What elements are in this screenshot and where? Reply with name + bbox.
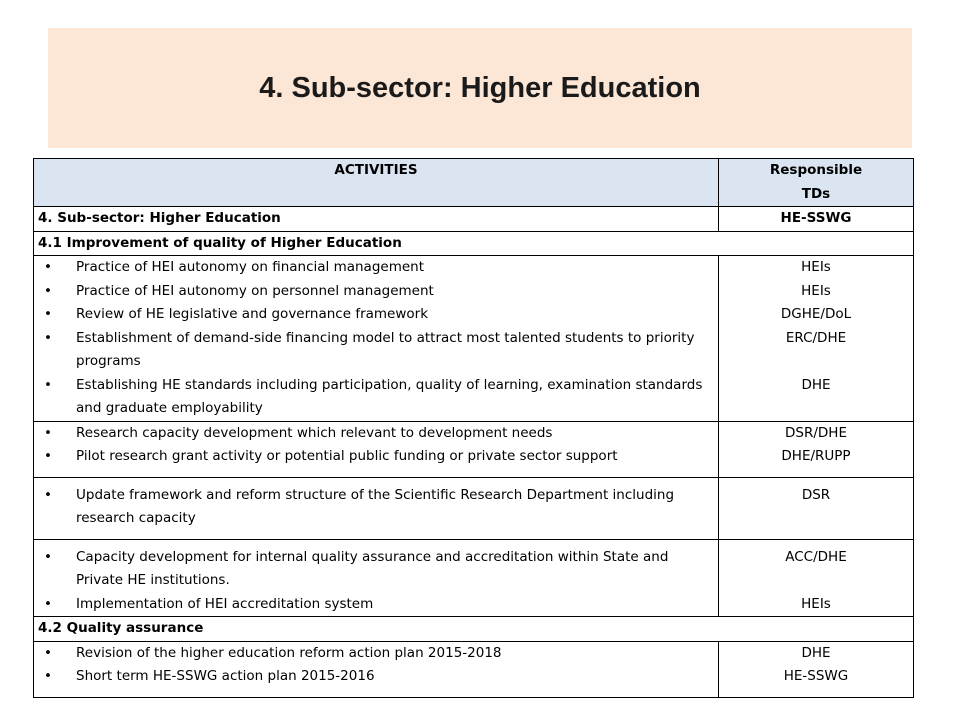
responsible-value: DGHE/DoL bbox=[780, 306, 852, 322]
responsible-cell bbox=[719, 477, 914, 539]
table-row bbox=[34, 539, 914, 617]
responsible-value: HE-SSWG bbox=[783, 668, 849, 684]
responsible-value: HEIs bbox=[801, 595, 831, 612]
list-item: • Practice of HEI autonomy on financial management bbox=[76, 256, 714, 280]
list-item: • Establishment of demand-side financing model to attract most talented students to priority programs bbox=[76, 327, 714, 374]
responsible-cell bbox=[719, 641, 914, 697]
table-row bbox=[34, 641, 914, 697]
table-row bbox=[34, 256, 914, 422]
table-row bbox=[34, 421, 914, 477]
activities-table bbox=[33, 158, 914, 698]
activity-list bbox=[38, 256, 714, 421]
activity-list bbox=[38, 484, 714, 531]
list-item: • Pilot research grant activity or potential public funding or private sector support bbox=[76, 445, 714, 469]
responsible-cell bbox=[719, 421, 914, 477]
title-banner bbox=[48, 28, 912, 148]
list-item: • Review of HE legislative and governance framework bbox=[76, 303, 714, 327]
table-header-row bbox=[34, 159, 914, 207]
responsible-value bbox=[723, 569, 909, 593]
section-row bbox=[34, 231, 914, 256]
subsector-label: 4. Sub-sector: Higher Education bbox=[34, 207, 719, 232]
section-heading-4-1: 4.1 Improvement of quality of Higher Education bbox=[34, 231, 914, 256]
subsector-row bbox=[34, 207, 914, 232]
responsible-cell bbox=[719, 539, 914, 617]
responsible-value: DHE/RUPP bbox=[781, 448, 851, 464]
activity-cell bbox=[34, 641, 719, 697]
responsible-value: HEIs bbox=[801, 259, 831, 275]
responsible-header-line2: TDs bbox=[801, 185, 831, 202]
responsible-cell bbox=[719, 256, 914, 422]
list-item: • Practice of HEI autonomy on personnel management bbox=[76, 280, 714, 304]
responsible-value: DSR/DHE bbox=[785, 424, 847, 441]
subsector-responsible: HE-SSWG bbox=[719, 207, 914, 232]
responsible-value: DHE bbox=[801, 644, 831, 661]
responsible-header-line1: Responsible bbox=[769, 162, 863, 178]
activities-header: ACTIVITIES bbox=[34, 159, 719, 207]
table-row bbox=[34, 477, 914, 539]
activity-cell bbox=[34, 477, 719, 539]
activity-cell bbox=[34, 421, 719, 477]
responsible-value bbox=[723, 350, 909, 374]
responsible-value: HEIs bbox=[801, 282, 831, 299]
list-item: • Establishing HE standards including participation, quality of learning, examination standards and graduate employability bbox=[76, 374, 714, 421]
activity-list bbox=[38, 546, 714, 617]
activity-list bbox=[38, 422, 714, 469]
responsible-value: ERC/DHE bbox=[785, 329, 847, 346]
list-item: • Implementation of HEI accreditation system bbox=[76, 593, 714, 617]
responsible-value: DSR bbox=[801, 486, 831, 503]
activity-list bbox=[38, 642, 714, 689]
list-item: • Revision of the higher education reform action plan 2015-2018 bbox=[76, 642, 714, 666]
section-heading-4-2: 4.2 Quality assurance bbox=[34, 617, 914, 642]
activity-cell bbox=[34, 256, 719, 422]
list-item: • Short term HE-SSWG action plan 2015-2016 bbox=[76, 665, 714, 689]
responsible-header bbox=[719, 159, 914, 207]
activity-cell bbox=[34, 539, 719, 617]
list-item: • Research capacity development which relevant to development needs bbox=[76, 422, 714, 446]
responsible-value: ACC/DHE bbox=[785, 548, 847, 565]
list-item: • Capacity development for internal quality assurance and accreditation within State and Private HE institutions. bbox=[76, 546, 714, 593]
list-item: • Update framework and reform structure of the Scientific Research Department including research capacity bbox=[76, 484, 714, 531]
section-row bbox=[34, 617, 914, 642]
page-title: 4. Sub-sector: Higher Education bbox=[259, 71, 701, 104]
responsible-value: DHE bbox=[801, 376, 831, 393]
